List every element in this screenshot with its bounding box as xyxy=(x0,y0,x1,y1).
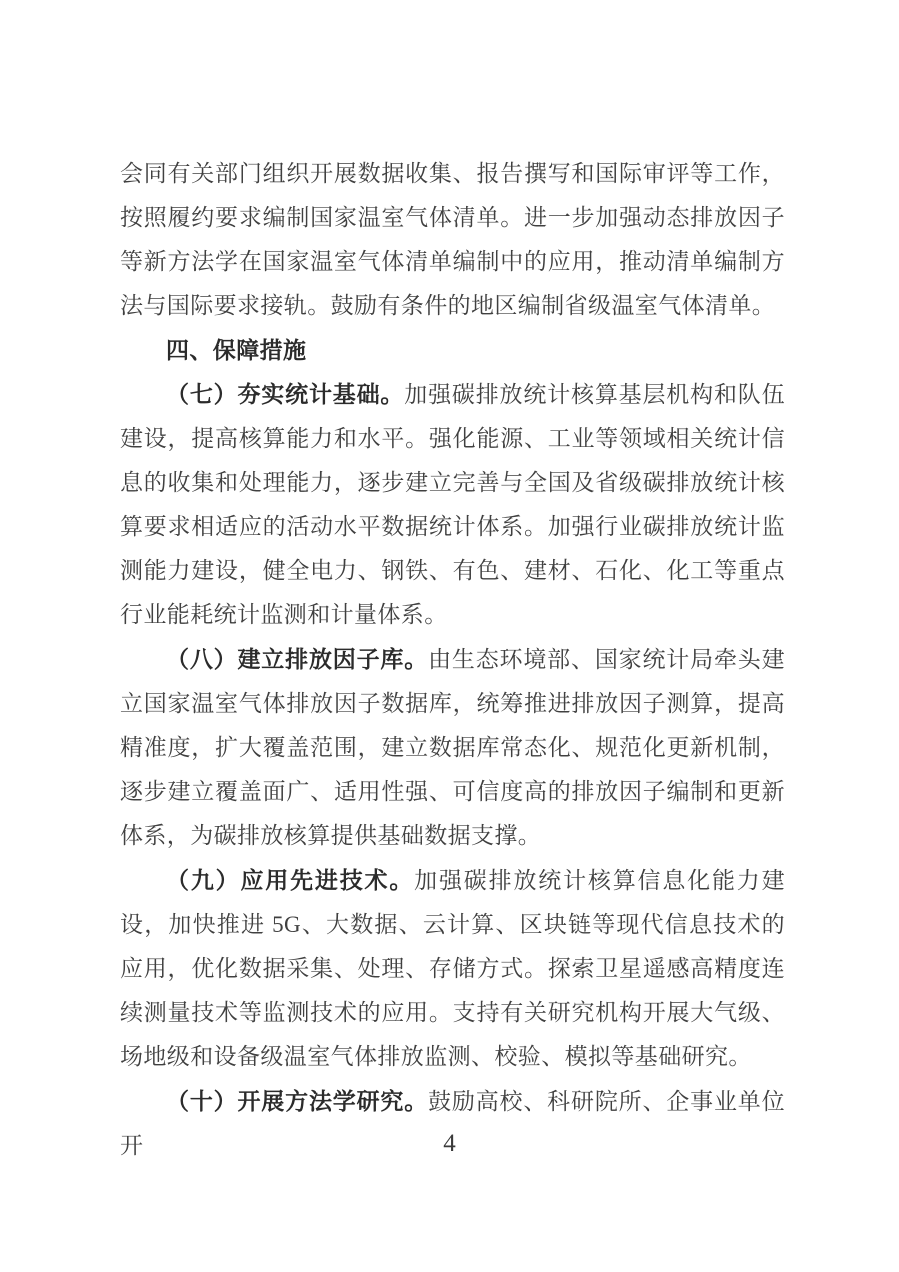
paragraph-item-8 xyxy=(120,637,785,858)
paragraph-text: 加强碳排放统计核算信息化能力建设，加快推进 5G、大数据、云计算、区块链等现代信息技术的应用，优化数据采集、处理、存储方式。探索卫星遥感高精度连续测量技术等监测技术的应用。支持有关研究机构开展大气级、场地级和设备级温室气体排放监测、校验、模拟等基础研究。 xyxy=(120,868,786,1069)
paragraph-text: 鼓励高校、科研院所、企事业单位开 xyxy=(120,1089,785,1158)
document-content xyxy=(120,152,785,1168)
paragraph-text: 加强碳排放统计核算基层机构和队伍建设，提高核算能力和水平。强化能源、工业等领域相关统计信息的收集和处理能力，逐步建立完善与全国及省级碳排放统计核算要求相适应的活动水平数据统计体系。加强行业碳排放统计监测能力建设，健全电力、钢铁、有色、建材、石化、化工等重点行业能耗统计监测和计量体系。 xyxy=(120,382,786,627)
paragraph-lead: （八）建立排放因子库。 xyxy=(166,646,429,672)
section-heading-text: 四、保障措施 xyxy=(166,337,307,363)
paragraph-lead: （七）夯实统计基础。 xyxy=(166,381,405,407)
section-heading xyxy=(120,328,785,372)
paragraph-continuation xyxy=(120,152,785,328)
paragraph-lead: （十）开展方法学研究。 xyxy=(166,1088,429,1114)
paragraph-text: 会同有关部门组织开展数据收集、报告撰写和国际审评等工作，按照履约要求编制国家温室气体清单。进一步加强动态排放因子等新方法学在国家温室气体清单编制中的应用，推动清单编制方法与国际要求接轨。鼓励有条件的地区编制省级温室气体清单。 xyxy=(120,161,785,318)
page-number: 4 xyxy=(443,1130,456,1157)
paragraph-item-9 xyxy=(120,858,785,1079)
paragraph-text: 由生态环境部、国家统计局牵头建立国家温室气体排放因子数据库，统筹推进排放因子测算，提高精准度，扩大覆盖范围，建立数据库常态化、规范化更新机制，逐步建立覆盖面广、适用性强、可信度高的排放因子编制和更新体系，为碳排放核算提供基础数据支撑。 xyxy=(120,647,785,848)
paragraph-item-7 xyxy=(120,372,785,637)
paragraph-lead: （九）应用先进技术。 xyxy=(166,867,415,893)
